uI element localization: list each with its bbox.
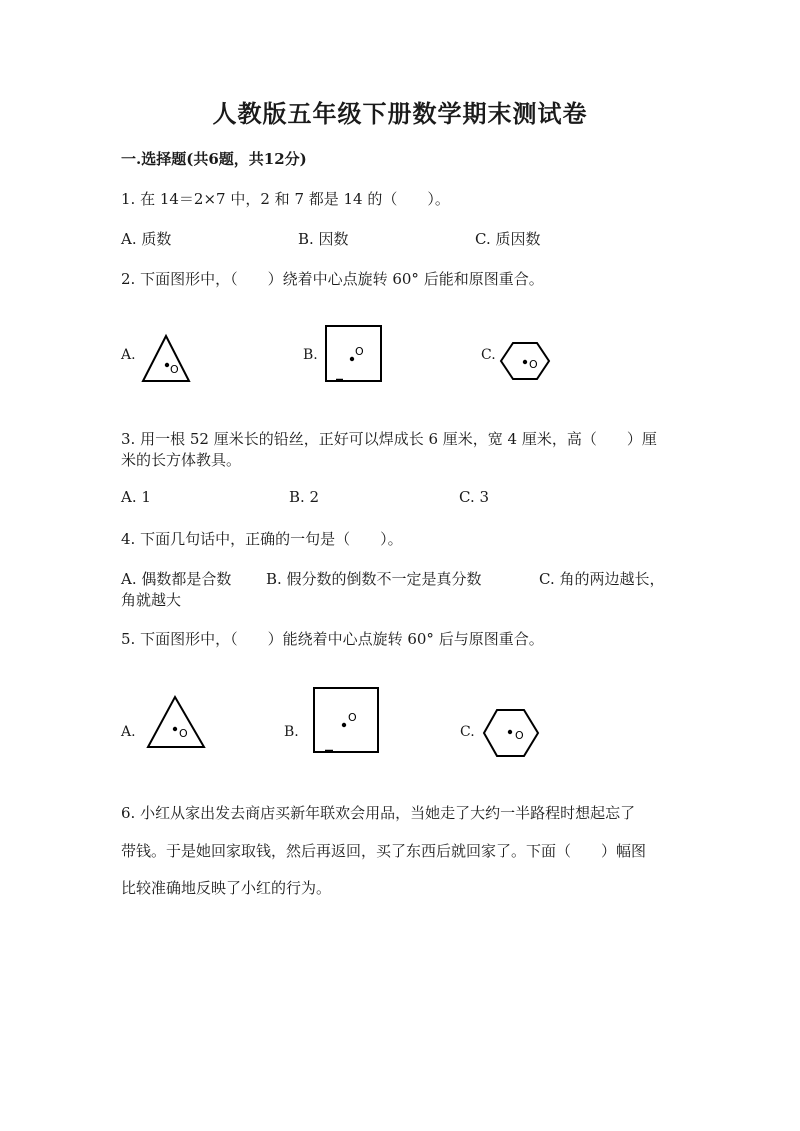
question-5-stem: 5. 下面图形中，（ ）能绕着中心点旋转 60° 后与原图重合。 (121, 630, 544, 648)
question-2-hexagon-figure (499, 340, 551, 382)
question-5-option-c-label[interactable]: C. (460, 724, 475, 740)
question-3-option-a[interactable]: A. 1 (121, 488, 151, 506)
question-5-hexagon-figure (482, 707, 540, 759)
question-4-option-c[interactable]: C. 角的两边越长， (539, 570, 665, 588)
question-3-option-b[interactable]: B. 2 (289, 488, 320, 506)
center-label: O (170, 363, 179, 376)
question-6-line-3: 比较准确地反映了小红的行为。 (121, 879, 332, 897)
question-2-triangle-figure (140, 332, 192, 384)
question-1-option-a[interactable]: A. 质数 (121, 230, 172, 248)
question-5-square-figure (312, 686, 382, 756)
question-1-option-b[interactable]: B. 因数 (298, 230, 349, 248)
question-5-triangle-figure (146, 694, 208, 750)
question-1-option-c[interactable]: C. 质因数 (475, 230, 541, 248)
question-5-option-a-label[interactable]: A. (121, 724, 136, 740)
question-6-line-1: 6. 小红从家出发去商店买新年联欢会用品，当她走了大约一半路程时想起忘了 (121, 804, 636, 822)
center-label: O (348, 711, 357, 724)
question-1-stem: 1. 在 14＝2×7 中，2 和 7 都是 14 的（ ）。 (121, 190, 450, 208)
question-2-stem: 2. 下面图形中，（ ）绕着中心点旋转 60° 后能和原图重合。 (121, 270, 544, 288)
question-4-option-b[interactable]: B. 假分数的倒数不一定是真分数 (266, 570, 482, 588)
question-6-line-2: 带钱。于是她回家取钱，然后再返回，买了东西后就回家了。下面（ ）幅图 (121, 842, 647, 860)
question-4-option-c-continued: 角就越大 (121, 591, 182, 609)
question-4-option-a[interactable]: A. 偶数都是合数 (121, 570, 232, 588)
question-3-stem-line-2: 米的长方体教具。 (121, 451, 242, 469)
question-2-square-figure (324, 324, 384, 384)
question-3-option-c[interactable]: C. 3 (459, 488, 490, 506)
question-3-stem-line-1: 3. 用一根 52 厘米长的铅丝，正好可以焊成长 6 厘米，宽 4 厘米，高（ ）厘 (121, 430, 657, 448)
question-2-option-c-label[interactable]: C. (481, 347, 496, 363)
page-title: 人教版五年级下册数学期末测试卷 (212, 99, 588, 128)
question-2-option-a-label[interactable]: A. (121, 347, 136, 363)
question-4-stem: 4. 下面几句话中，正确的一句是（ ）。 (121, 530, 403, 548)
center-label: O (515, 729, 524, 742)
center-label: O (179, 727, 188, 740)
question-2-option-b-label[interactable]: B. (303, 347, 318, 363)
center-label: O (529, 358, 538, 371)
section-heading: 一.选择题(共6题，共12分) (121, 150, 307, 168)
center-label: O (355, 345, 364, 358)
question-5-option-b-label[interactable]: B. (284, 724, 299, 740)
